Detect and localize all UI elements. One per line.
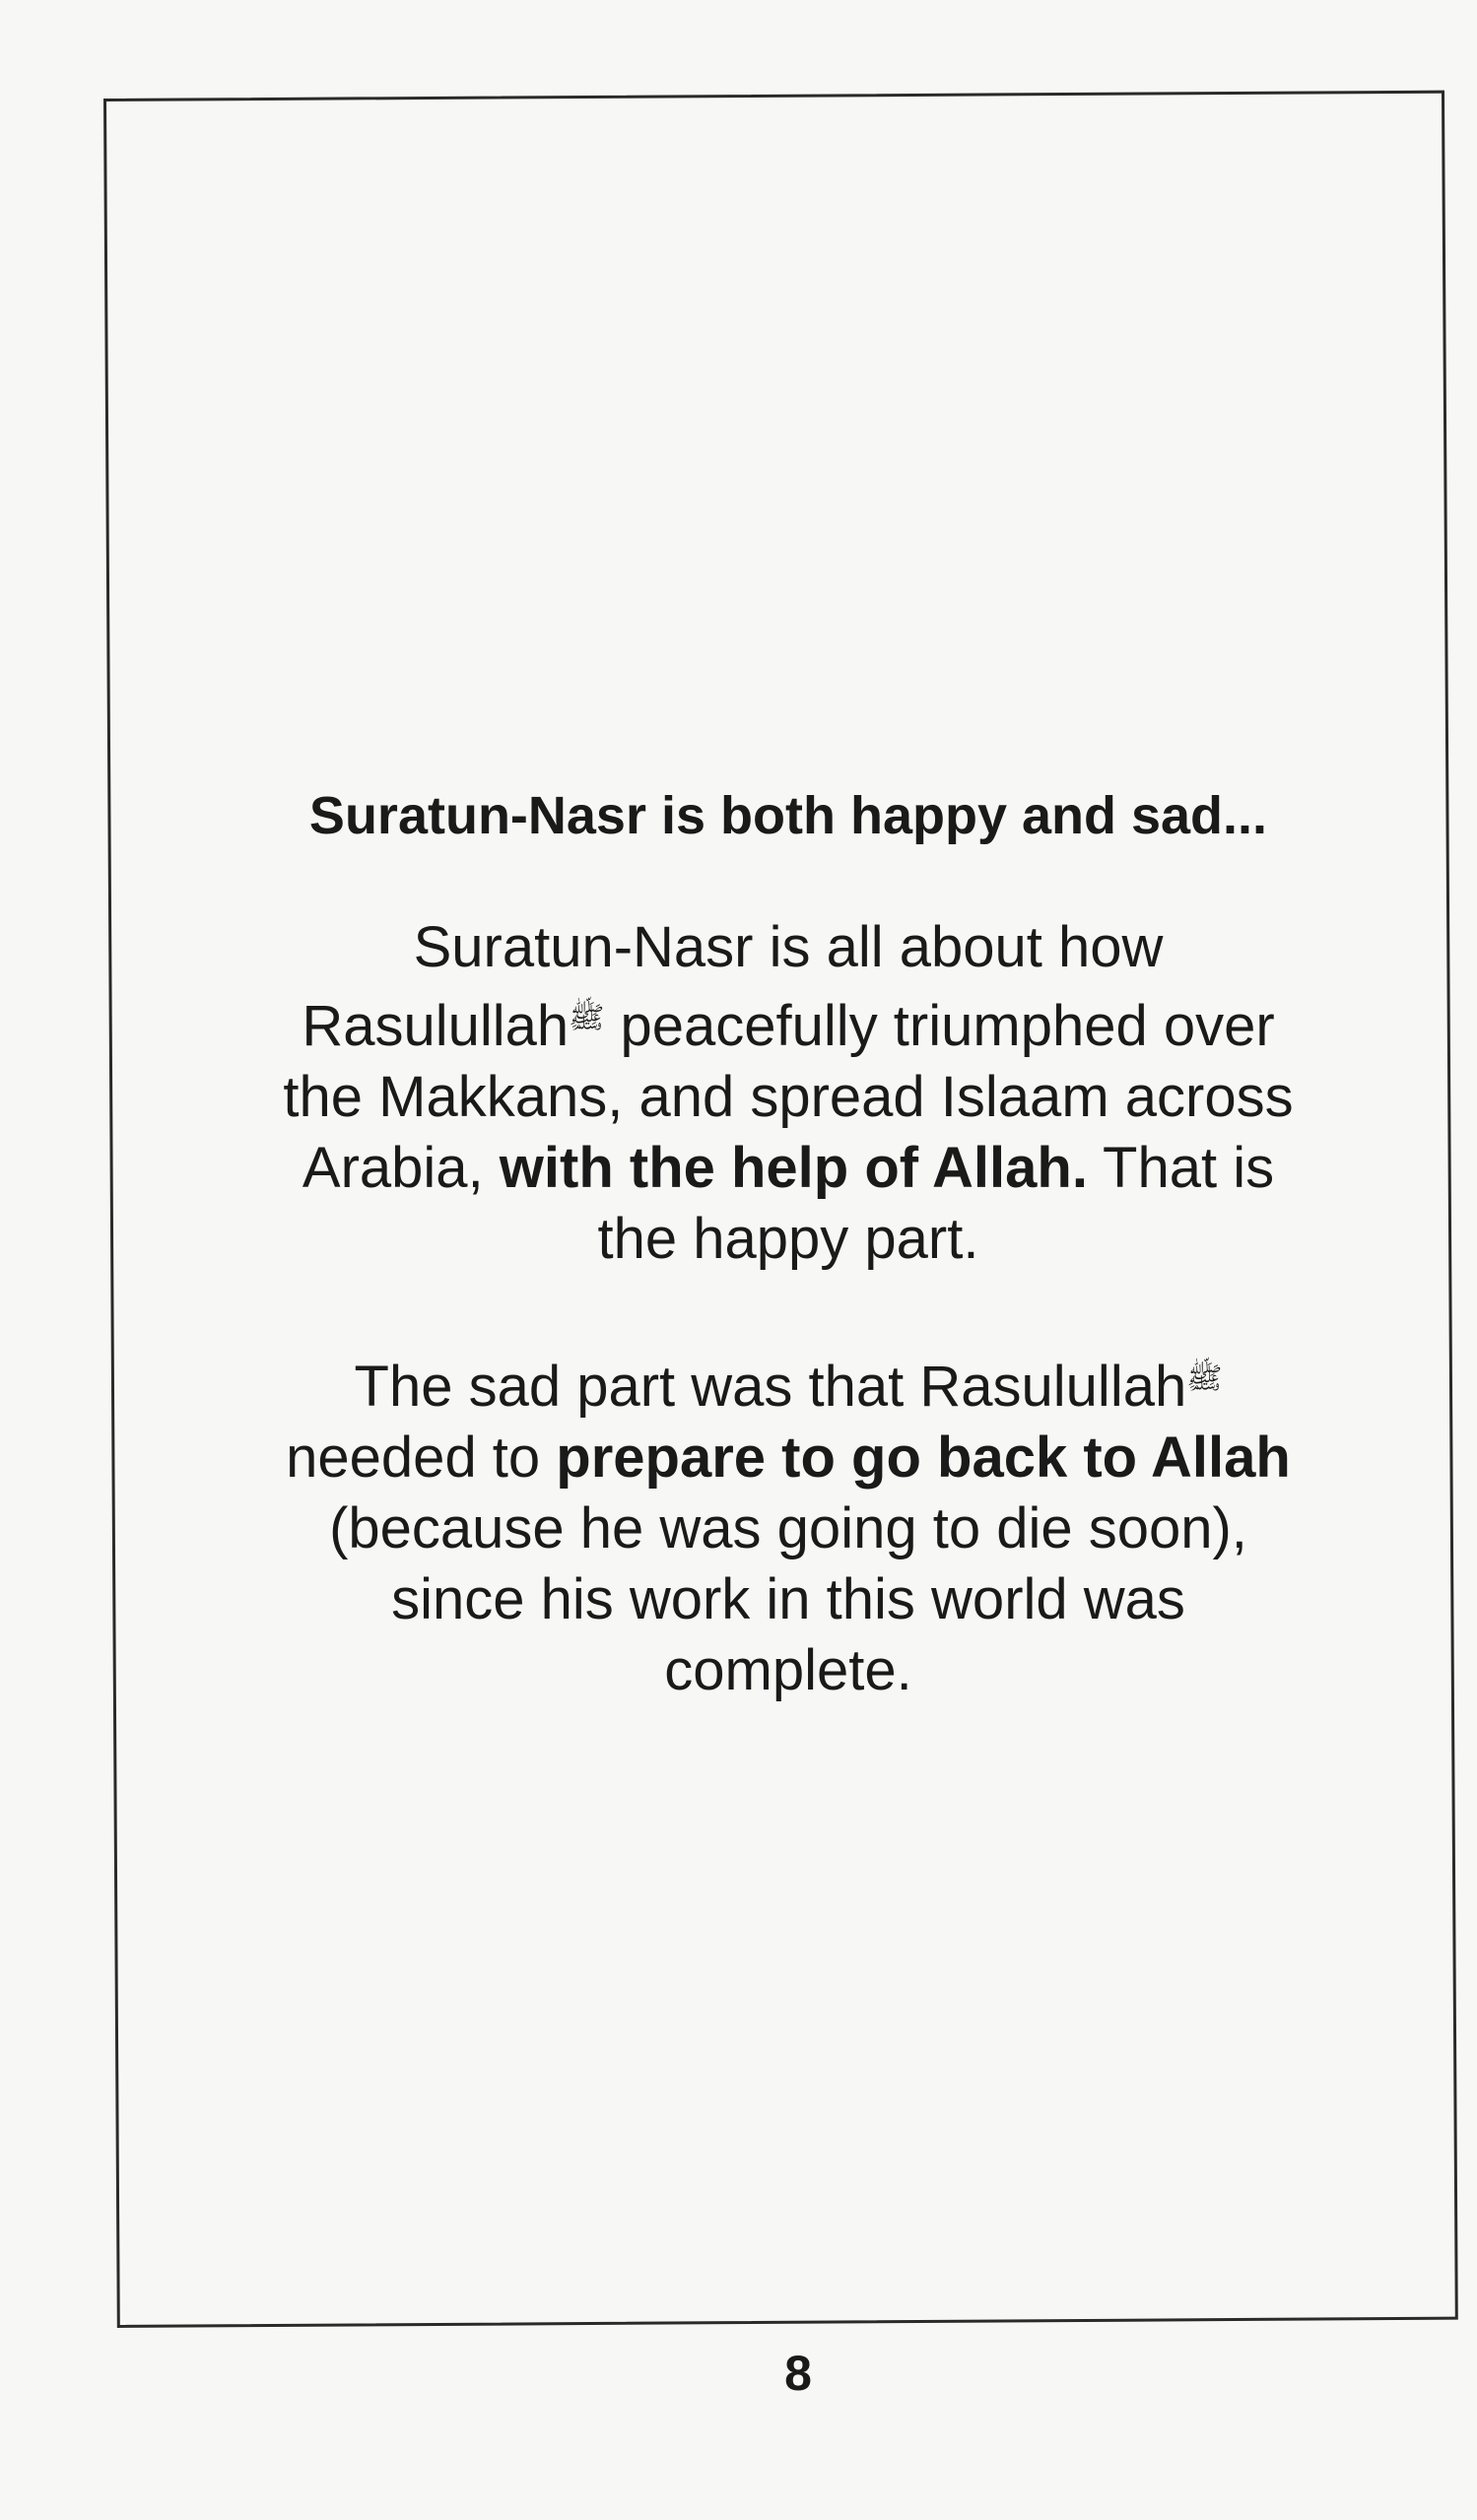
text-fragment: The sad part was that Rasulullah — [354, 1355, 1187, 1419]
text-line — [148, 983, 1429, 1062]
text-fragment: Rasulullah — [302, 994, 570, 1058]
text-line — [148, 1344, 1429, 1423]
text-fragment: peacefully triumphed over — [604, 994, 1275, 1058]
section-heading: Suratun-Nasr is both happy and sad... — [308, 786, 1268, 845]
main-content — [148, 778, 1429, 1775]
text-line — [148, 1423, 1429, 1493]
text-line: the Makkans, and spread Islaam across — [283, 1065, 1294, 1129]
honorific-glyph: ﷺ — [1186, 1362, 1223, 1395]
text-line: (because he was going to die soon), — [329, 1496, 1247, 1560]
text-fragment: That is — [1087, 1136, 1275, 1200]
honorific-glyph: ﷺ — [569, 1002, 605, 1034]
page-number: 8 — [784, 2346, 812, 2401]
text-line: since his work in this world was — [391, 1567, 1185, 1631]
text-line: complete. — [664, 1638, 912, 1702]
text-line: the happy part. — [597, 1207, 979, 1271]
paragraph-happy — [148, 912, 1429, 1275]
emphasis-text: prepare to go back to Allah — [556, 1426, 1291, 1490]
text-line — [148, 1133, 1429, 1204]
text-line: Suratun-Nasr is all about how — [413, 915, 1164, 979]
paragraph-sad — [148, 1344, 1429, 1706]
text-fragment: needed to — [286, 1426, 557, 1490]
emphasis-text: with the help of Allah. — [499, 1136, 1088, 1200]
text-fragment: Arabia, — [302, 1136, 500, 1200]
